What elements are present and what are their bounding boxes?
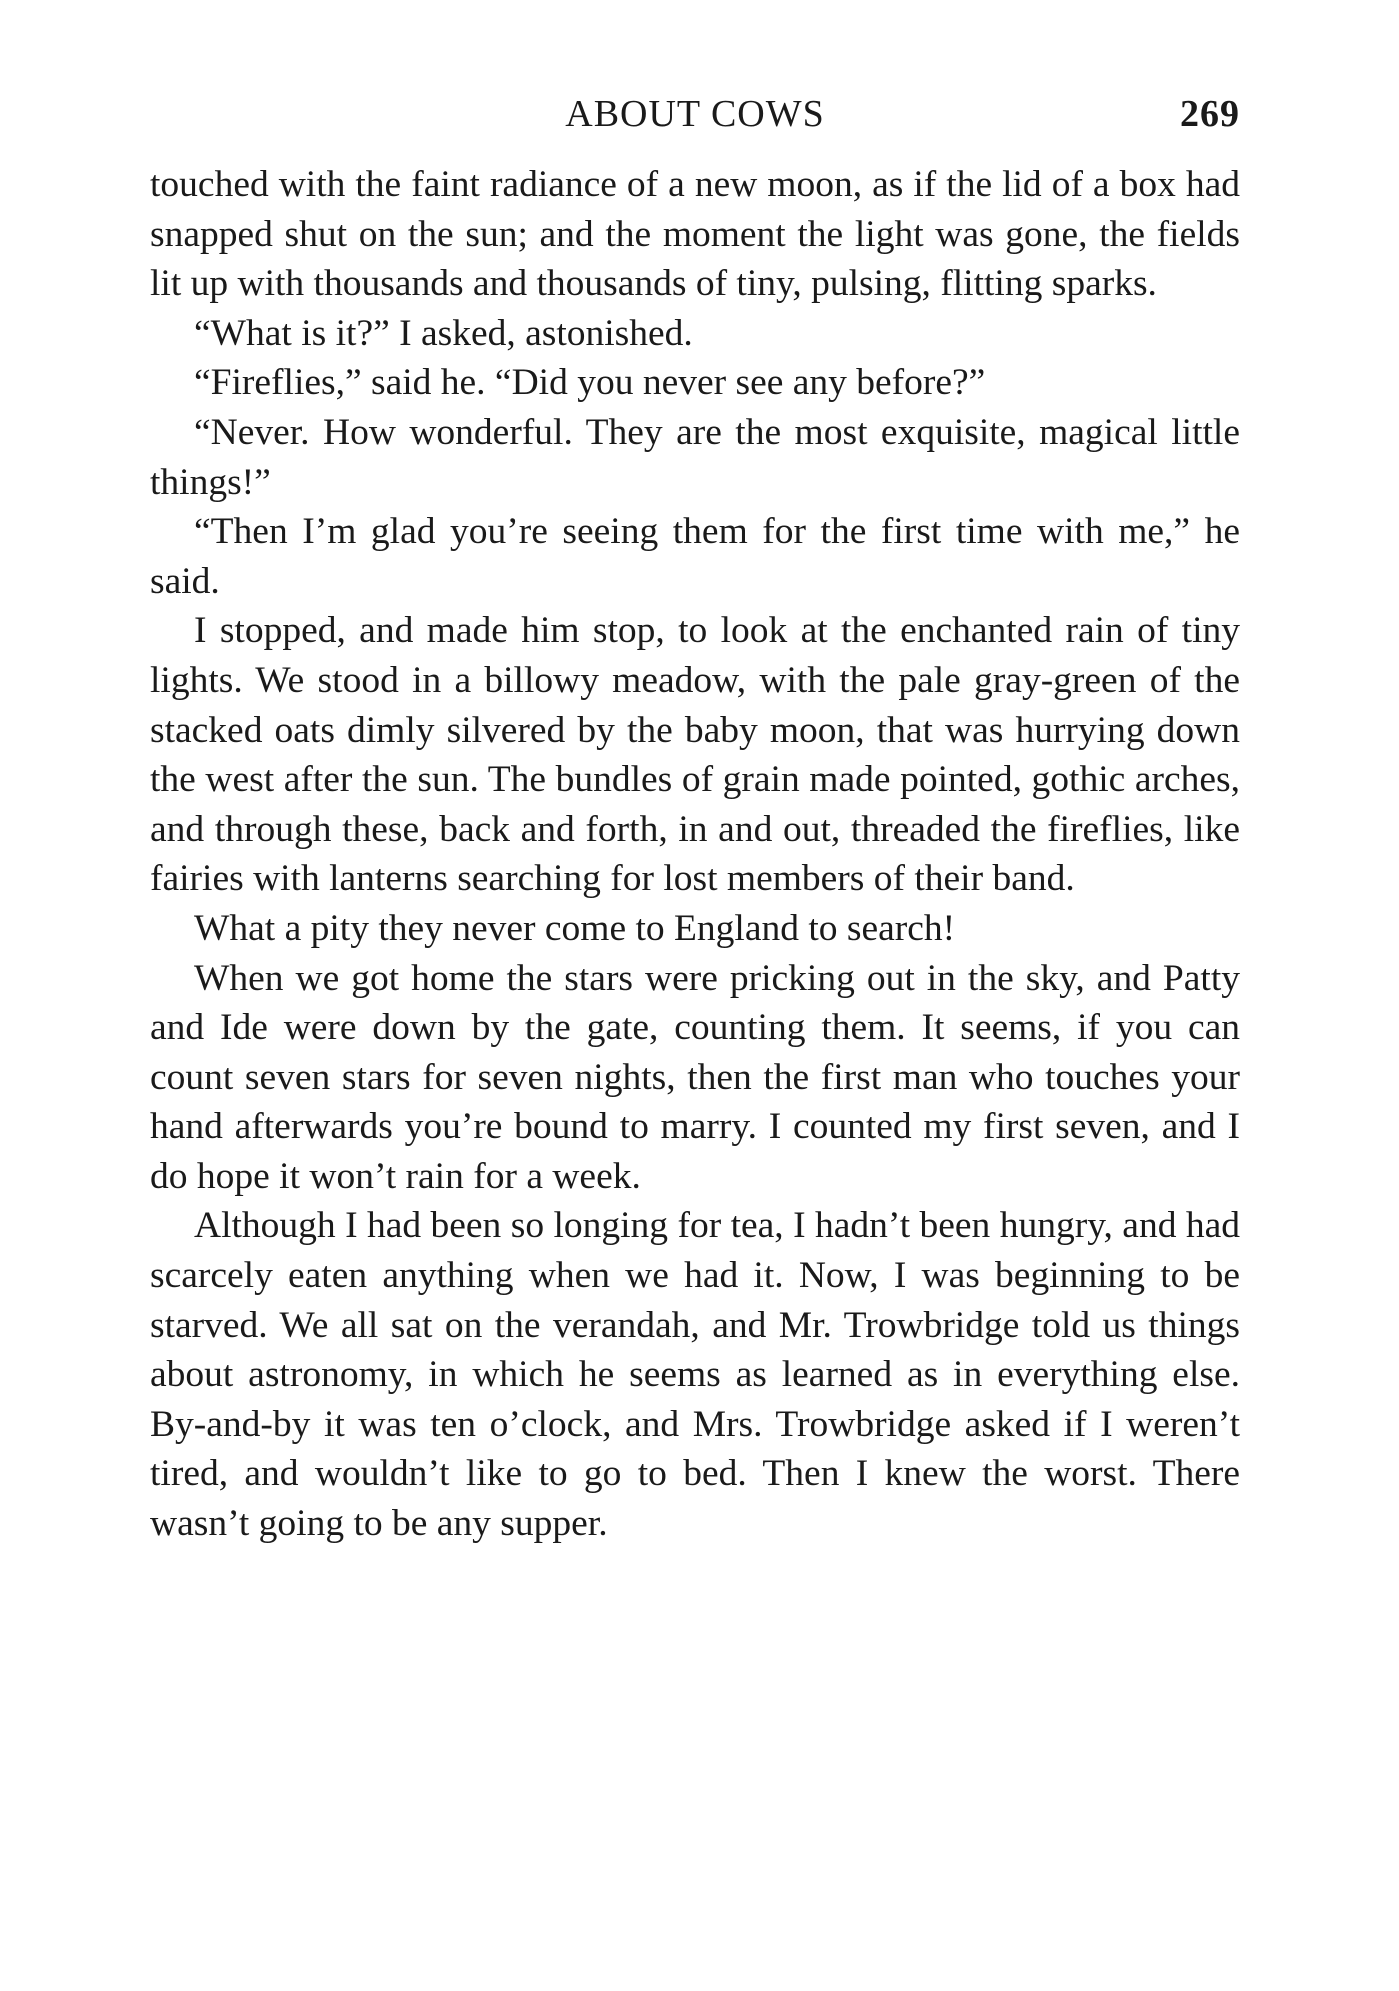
paragraph: What a pity they never come to England to search!: [194, 907, 956, 949]
chapter-title: ABOUT COWS: [565, 93, 825, 135]
paragraph: Although I had been so longing for tea, I hadn’t been hungry, and had scarcely eaten anything when we had it. Now, I was beginning to be starved. We all sat on the verandah, and Mr. Trowbridge told us things about astronomy, in which he seems as learned as in everything else. By-and-by it was ten o’clock, and Mrs. Trowbridge asked if I weren’t tired, and wouldn’t like to go to bed. Then I knew the worst. There wasn’t going to be any supper.: [150, 1205, 1240, 1545]
paragraph: “What is it?” I asked, astonished.: [194, 312, 693, 354]
paragraph: touched with the faint radiance of a new moon, as if the lid of a box had snapped shut on the sun; and the moment the light was gone, the fields lit up with thousands and thousands of tiny, pulsing, flitting sparks.: [150, 164, 1240, 305]
running-head: [150, 92, 1240, 142]
paragraph: “Then I’m glad you’re seeing them for the first time with me,” he said.: [150, 511, 1240, 602]
body-text: [150, 160, 1240, 1549]
paragraph: When we got home the stars were pricking out in the sky, and Patty and Ide were down by the gate, counting them. It seems, if you can count seven stars for seven nights, then the first man who touches your hand afterwards you’re bound to marry. I counted my first seven, and I do hope it won’t rain for a week.: [150, 957, 1240, 1197]
paragraph: “Never. How wonderful. They are the most exquisite, magical little things!”: [150, 411, 1240, 503]
paragraph: I stopped, and made him stop, to look at the enchanted rain of tiny lights. We stood in a billowy meadow, with the pale gray-green of the stacked oats dimly silvered by the baby moon, that was hurrying down the west after the sun. The bundles of grain made pointed, gothic arches, and through these, back and forth, in and out, threaded the fireflies, like fairies with lanterns searching for lost members of their band.: [150, 610, 1240, 900]
page-number: 269: [1180, 93, 1240, 135]
paragraph: “Fireflies,” said he. “Did you never see any before?”: [194, 362, 986, 404]
